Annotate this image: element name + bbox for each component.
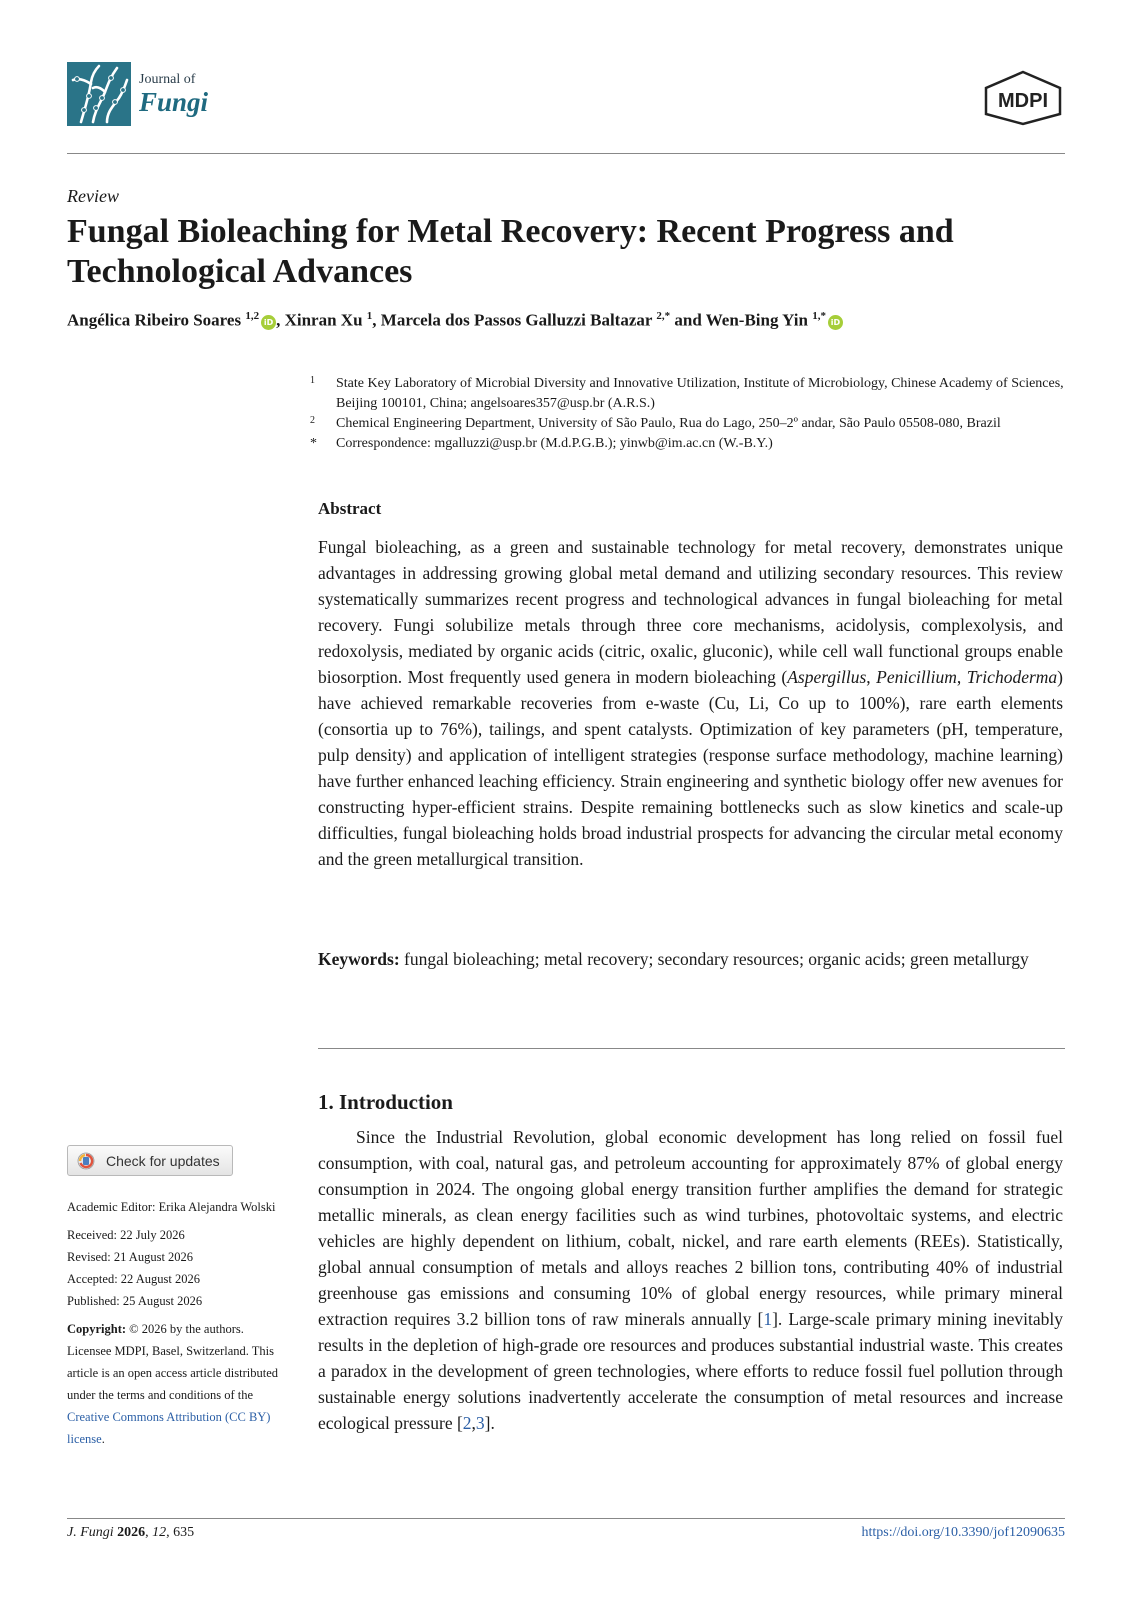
affiliation-text: State Key Laboratory of Microbial Diversity and Innovative Utilization, Institute of Microbiology, Chinese Academy of Sciences, Beijing 100101, China; angelsoares357@usp.br (A.R.S.) [336,376,1064,411]
genus-name: Trichoderma [966,667,1058,687]
affiliations [310,374,1070,454]
author-name: Marcela dos Passos Galluzzi Baltazar [380,310,653,330]
journal-title: Fungi [139,87,209,117]
footer-citation: J. Fungi 2026, 12, 635 [67,1525,195,1540]
author-affiliation-sup: 1 [366,310,373,322]
keywords-label: Keywords: [318,949,400,969]
date-accepted: Accepted: 22 August 2026 [67,1272,200,1286]
author-separator: and [670,310,706,330]
journal-of-label: Journal of [139,72,196,87]
affiliation-mark: 1 [310,375,315,386]
author-separator: , [372,310,381,330]
date-revised: Revised: 21 August 2026 [67,1250,194,1264]
orcid-icon[interactable]: iD [828,315,843,330]
mdpi-logo [982,70,1064,126]
copyright-label: Copyright: [67,1322,127,1336]
correspondence [310,434,1070,454]
footer-volume: 12 [152,1525,167,1540]
journal-logo [67,62,131,126]
abstract-divider [318,1048,1065,1049]
citation-link[interactable]: 2 [462,1413,472,1433]
author-affiliation-sup: 1,2 [245,310,260,322]
author-affiliation-sup: 1,* [812,310,826,322]
footer-page: 635 [173,1525,195,1540]
check-updates-label: Check for updates [106,1153,220,1169]
header-divider [67,153,1065,154]
introduction-paragraph: Since the Industrial Revolution, global economic development has long relied on fossil fuel consumption, with coal, natural gas, and petroleum accounting for approximately 87% of global energy consumption in 2024. The ongoing global energy transition further amplifies the demand for strategic metallic minerals, as clean energy facilities such as wind turbines, photovoltaic systems, and electric vehicles are highly dependent on lithium, cobalt, nickel, and rare earth elements (REEs). Statistically, global annual consumption of metals and alloys reaches 2 billion tons, contributing 40% of industrial greenhouse gas emissions and consuming 10% of global energy resources, while primary mineral extraction requires 3.2 billion tons of raw minerals annually [1]. Large-scale primary mining inevitably results in the depletion of high-grade ore resources and produces substantial industrial waste. This creates a paradox in the development of green technologies, where efforts to reduce fossil fuel pollution through sustainable energy solutions inadvertently accelerate the consumption of metal resources and increase ecological pressure [2,3]. [318,1127,1063,1433]
section-heading-introduction: 1. Introduction [318,1090,453,1114]
genus-name: Penicillium [876,667,957,687]
footer-divider [67,1518,1065,1519]
date-received: Received: 22 July 2026 [67,1228,185,1242]
affiliation-mark: 2 [310,415,315,426]
date-published: Published: 25 August 2026 [67,1294,203,1308]
author-separator: , [276,310,285,330]
keywords-text: fungal bioleaching; metal recovery; secondary resources; organic acids; green metallurgy [399,949,1029,969]
author-list [67,310,1067,331]
mdpi-logo-text: MDPI [998,90,1048,112]
author-name: Angélica Ribeiro Soares [67,310,242,330]
affiliation-text: Chemical Engineering Department, University of São Paulo, Rua do Lago, 250–2º andar, São Paulo 05508-080, Brazil [336,416,1001,431]
doi-link[interactable]: https://doi.org/10.3390/jof12090635 [861,1525,1065,1540]
check-for-updates-button[interactable] [67,1145,233,1176]
affiliation-2 [310,414,1070,434]
academic-editor: Academic Editor: Erika Alejandra Wolski [67,1200,276,1214]
correspondence-text: Correspondence: mgalluzzi@usp.br (M.d.P.G.B.); yinwb@im.ac.cn (W.-B.Y.) [336,436,773,451]
journal-name [139,73,208,116]
copyright-notice: Copyright: © 2026 by the authors. Licensee MDPI, Basel, Switzerland. This article is an open access article distributed under the terms and conditions of the Creative Commons Attribution (CC BY) license. [67,1322,279,1446]
author-affiliation-sup: 2,* [656,310,671,322]
orcid-icon[interactable]: iD [261,315,276,330]
citation-link[interactable]: 3 [475,1413,485,1433]
citation-link[interactable]: 1 [763,1309,773,1329]
abstract-text: Fungal bioleaching, as a green and sustainable technology for metal recovery, demonstrates unique advantages in addressing growing global metal demand and utilizing secondary resources. This review systematically summarizes recent progress and technological advances in fungal bioleaching for metal recovery. Fungi solubilize metals through three core mechanisms, acidolysis, complexolysis, and redoxolysis, mediated by organic acids (citric, oxalic, gluconic), while cell wall functional groups enable biosorption. Most frequently used genera in modern bioleaching (Aspergillus, Penicillium, Trichoderma) have achieved remarkable recoveries from e-waste (Cu, Li, Co up to 100%), rare earth elements (consortia up to 76%), tailings, and spent catalysts. Optimization of key parameters (pH, temperature, pulp density) and application of intelligent strategies (response surface methodology, machine learning) have further enhanced leaching efficiency. Strain engineering and synthetic biology offer new avenues for constructing hyper-efficient strains. Despite remaining bottlenecks such as slow kinetics and scale-up difficulties, fungal bioleaching holds broad industrial prospects for advancing the circular metal economy and the green metallurgical transition. [318,537,1063,869]
footer-year: 2026 [117,1525,146,1540]
author-name: Xinran Xu [284,310,363,330]
keywords [318,946,1063,972]
affiliation-1 [310,374,1070,414]
genus-name: Aspergillus [787,667,867,687]
abstract-heading: Abstract [318,499,382,518]
check-updates-icon [77,1152,95,1170]
article-title: Fungal Bioleaching for Metal Recovery: Recent Progress and Technological Advances [67,213,954,290]
license-link[interactable]: Creative Commons Attribution (CC BY) license [67,1410,271,1446]
article-info-sidebar [67,1196,289,1450]
author-name: Wen-Bing Yin [705,310,808,330]
article-type: Review [67,186,119,206]
footer-journal: J. Fungi [67,1525,114,1540]
correspondence-mark: * [310,436,317,451]
